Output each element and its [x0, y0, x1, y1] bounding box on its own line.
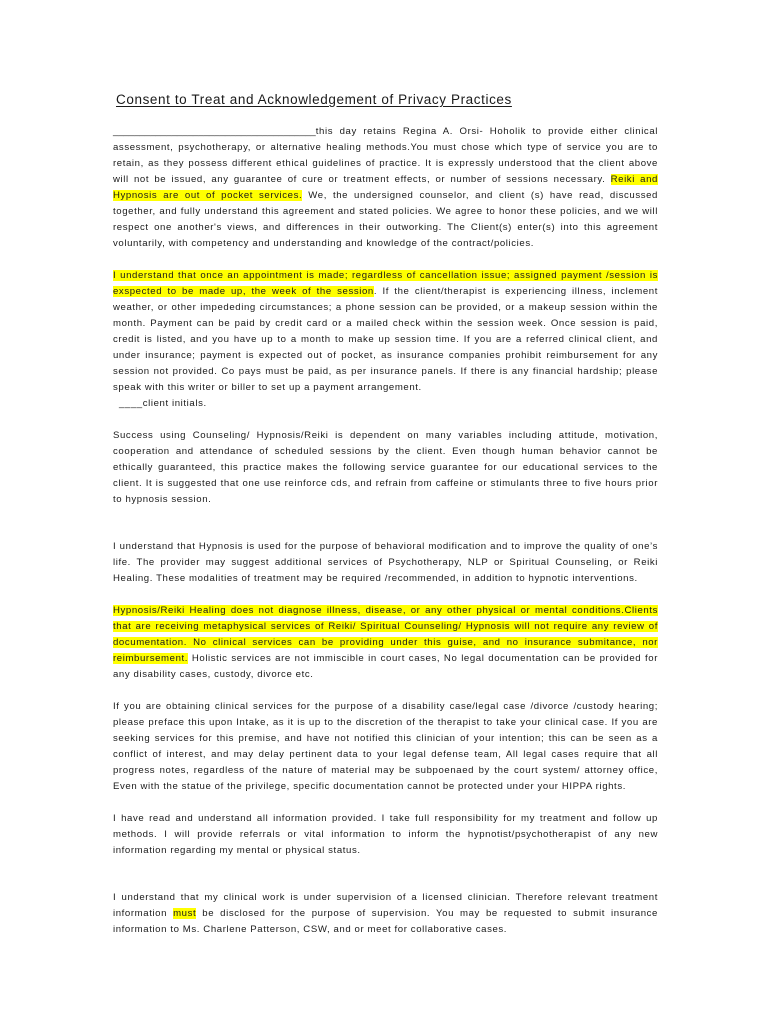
document-title-text: Consent to Treat and Acknowledgement of Privacy Practices	[116, 92, 512, 107]
paragraph-success	[113, 428, 658, 508]
client-initials-line[interactable]: ____client initials.	[119, 398, 207, 409]
document-body	[113, 92, 658, 938]
paragraph-cancellation-text: . If the client/therapist is experiencing illness, inclement weather, or other impededing circumstances; a phone session can be provided, or a makeup session within the month. Payment can be paid by credit card or a mailed check within the session week. Once session is paid, credit is listed, and you have up to a month to make up session time. If you are a referred clinical client, and under insurance; payment is expected out of pocket, as insurance companies prohibit reimbursement for any session not provided. Co pays must be paid, as per insurance panels. If there is any financial hardship; please speak with this writer or biller to set up a payment arrangement.	[113, 286, 658, 393]
highlight-must: must	[173, 908, 197, 919]
paragraph-retain-text-2: We, the undersigned counselor, and client (s) have read, discussed together, and fully understand this agreement and stated policies. We agree to honor these policies, and we will respect one another's views, and differences in their outworking. The Client(s) enter(s) into this agreement voluntarily, with competency and understanding and knowledge of the contract/policies.	[113, 190, 658, 249]
paragraph-retain	[113, 124, 658, 252]
paragraph-legal-cases	[113, 699, 658, 795]
paragraph-acknowledge-text: I have read and understand all information provided. I take full responsibility for my treatment and follow up methods. I will provide referrals or vital information to inform the hypnotist/psychotherapist of any new information regarding my mental or physical status.	[113, 813, 658, 856]
paragraph-acknowledge	[113, 811, 658, 859]
paragraph-supervision	[113, 890, 658, 938]
paragraph-hypnosis-purpose-text: I understand that Hypnosis is used for the purpose of behavioral modification and to improve the quality of one’s life. The provider may suggest additional services of Psychotherapy, NLP or Spiritual Counseling, or Reiki Healing. These modalities of treatment may be required /recommended, in addition to hypnotic interventions.	[113, 541, 658, 584]
highlight-no-diagnosis: Hypnosis/Reiki Healing does not diagnose illness, disease, or any other physical or mental conditions.Clients that are receiving metaphysical services of Reiki/ Spiritual Counseling/ Hypnosis will not require any review of documentation. No clinical services can be providing under this guise, and	[113, 605, 658, 648]
highlight-out-of-pocket: Reiki and Hypnosis are out of pocket services.	[113, 174, 658, 201]
paragraph-supervision-text: I understand that my clinical work is under supervision of a licensed clinician. Therefore relevant treatment information	[113, 892, 658, 919]
client-name-blank[interactable]: ______________________________________	[113, 126, 316, 137]
paragraph-legal-cases-text: If you are obtaining clinical services for the purpose of a disability case/legal case /divorce /custody hearing; please preface this upon Intake, as it is up to the discretion of the therapist to take your clinical case. If you are seeking services for this premise, and have not notified this clinician of your intention; this can be seen as a conflict of interest, and may delay pertinent data to your legal defense team, All legal cases require that all progress notes, regardless of the nature of material may be subpoenaed by the court system/ attorney office, Even with the statue of the privilege, specific documentation cannot be protected under your HIPPA rights.	[113, 701, 658, 792]
paragraph-retain-text: this day retains Regina A. Orsi- Hoholik to provide either clinical assessment, psychotherapy, or alternative healing methods.You must chose which type of service you are to retain, as they possess different ethical guidelines of practice. It is expressly understood that the client above will not be issued, any guarantee of cure or treatment effects, or number of sessions necessary.	[113, 126, 658, 185]
document-title	[116, 92, 658, 107]
paragraph-success-text: Success using Counseling/ Hypnosis/Reiki is dependent on many variables including attitude, motivation, cooperation and attendance of scheduled sessions by the client. Even though human behavior cannot be ethically guaranteed, this practice makes the following service guarantee for our educational services to the client. It is suggested that one use reinforce cds, and refrain from caffeine or stimulants three to five hours prior to hypnosis session.	[113, 430, 658, 505]
paragraph-hypnosis-purpose	[113, 539, 658, 587]
highlight-no-insurance: no insurance submitance, nor reimbursement.	[113, 637, 658, 664]
paragraph-supervision-text-2: be disclosed for the purpose of supervision. You may be requested to submit insurance information to Ms. Charlene Patterson, CSW, and or meet for collaborative cases.	[113, 908, 658, 935]
highlight-cancellation: I understand that once an appointment is made; regardless of cancellation issue; assigned payment /session is exspected to be made up, the week of the session	[113, 270, 658, 297]
paragraph-no-diagnosis	[113, 603, 658, 683]
paragraph-no-diagnosis-text: Holistic services are not immiscible in court cases, No legal documentation can be provided for any disability cases, custody, divorce etc.	[113, 653, 658, 680]
paragraph-cancellation	[113, 268, 658, 412]
